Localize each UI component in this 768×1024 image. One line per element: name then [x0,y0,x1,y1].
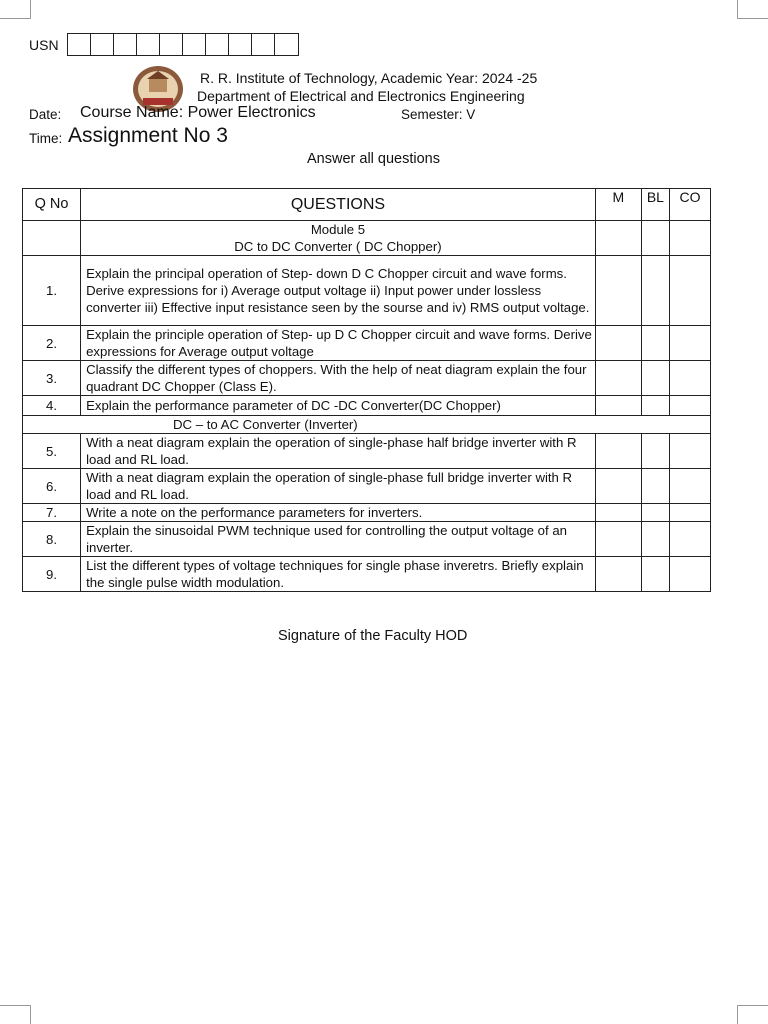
question-number: 6. [23,469,81,504]
question-number: 7. [23,504,81,522]
marks-cell [595,256,641,326]
usn-box[interactable] [252,34,275,55]
question-number: 4. [23,396,81,416]
module-no-cell [23,221,81,256]
header-qno: Q No [23,189,81,221]
usn-box[interactable] [183,34,206,55]
co-cell [669,522,710,557]
bl-cell [641,326,669,361]
assignment-title: Assignment No 3 [68,124,228,147]
question-text: With a neat diagram explain the operation of single-phase full bridge inverter with R load and RL load. [81,469,596,504]
question-number: 9. [23,557,81,592]
question-row [23,361,711,396]
usn-box[interactable] [91,34,114,55]
co-cell [669,469,710,504]
header-bl: BL [641,189,669,221]
institute-line: R. R. Institute of Technology, Academic Year: 2024 -25 [200,70,538,86]
module-row [23,221,711,256]
marks-cell [595,361,641,396]
marks-cell [595,326,641,361]
question-number: 5. [23,434,81,469]
marks-cell [595,469,641,504]
usn-box[interactable] [275,34,298,55]
question-row [23,396,711,416]
question-row [23,557,711,592]
usn-box[interactable] [114,34,137,55]
questions-part1 [23,256,711,416]
module-subtitle: DC to DC Converter ( DC Chopper) [234,239,442,254]
instruction-text: Answer all questions [307,151,440,167]
bl-cell [641,504,669,522]
question-row [23,522,711,557]
semester-line: Semester: V [401,107,476,122]
usn-boxes [67,33,299,56]
usn-box[interactable] [137,34,160,55]
bl-cell [641,522,669,557]
usn-box[interactable] [206,34,229,55]
question-text: Explain the principle operation of Step- up D C Chopper circuit and wave forms. Derive expressions for Average output voltage [81,326,596,361]
marks-cell [595,557,641,592]
marks-cell [595,434,641,469]
course-line: Course Name: Power Electronics [80,104,316,121]
question-number: 3. [23,361,81,396]
question-text: Classify the different types of choppers. With the help of neat diagram explain the four quadrant DC Chopper (Class E). [81,361,596,396]
module-title: Module 5 [310,222,366,237]
question-text: Explain the sinusoidal PWM technique used for controlling the output voltage of an inverter. [81,522,596,557]
table-header-row [23,189,711,221]
question-row [23,256,711,326]
co-cell [669,361,710,396]
co-cell [669,256,710,326]
date-label: Date: [29,107,62,122]
question-number: 1. [23,256,81,326]
question-row [23,434,711,469]
question-row [23,326,711,361]
marks-cell [595,504,641,522]
question-number: 8. [23,522,81,557]
marks-cell [595,522,641,557]
bl-cell [641,361,669,396]
co-cell [669,434,710,469]
usn-box[interactable] [68,34,91,55]
bl-cell [641,557,669,592]
usn-field [29,33,299,56]
header-marks: M [595,189,641,221]
question-text: List the different types of voltage techniques for single phase inveretrs. Briefly explain the single pulse width modulation. [81,557,596,592]
usn-label: USN [29,36,59,53]
usn-box[interactable] [160,34,183,55]
bl-cell [641,469,669,504]
co-cell [669,326,710,361]
crop-mark-top-right [737,0,768,19]
time-label: Time: [29,131,63,146]
question-text: Explain the performance parameter of DC -DC Converter(DC Chopper) [81,396,596,416]
header-co: CO [669,189,710,221]
module-heading-cell [81,221,596,256]
bl-cell [641,396,669,416]
usn-box[interactable] [229,34,252,55]
signature-line: Signature of the Faculty HOD [278,628,468,644]
crop-mark-bottom-left [0,1005,31,1024]
crop-mark-bottom-right [737,1005,768,1024]
question-row [23,469,711,504]
section-row [23,416,711,434]
bl-cell [641,256,669,326]
co-cell [669,557,710,592]
department-line: Department of Electrical and Electronics Engineering [197,88,525,104]
question-text: Write a note on the performance parameters for inverters. [81,504,596,522]
questions-part2 [23,434,711,592]
marks-cell [595,396,641,416]
co-cell [669,504,710,522]
question-row [23,504,711,522]
question-text: With a neat diagram explain the operation of single-phase half bridge inverter with R load and RL load. [81,434,596,469]
questions-table [22,188,711,592]
header-questions: QUESTIONS [81,189,596,221]
crop-mark-top-left [0,0,31,19]
question-number: 2. [23,326,81,361]
co-cell [669,396,710,416]
question-text: Explain the principal operation of Step- down D C Chopper circuit and wave forms. Derive expressions for i) Average output voltage ii) Input power under lossless converter iii) Effective input resistance seen by the sourse and iv) RMS output voltage. [81,256,596,326]
bl-cell [641,434,669,469]
section-heading: DC – to AC Converter (Inverter) [23,416,711,434]
